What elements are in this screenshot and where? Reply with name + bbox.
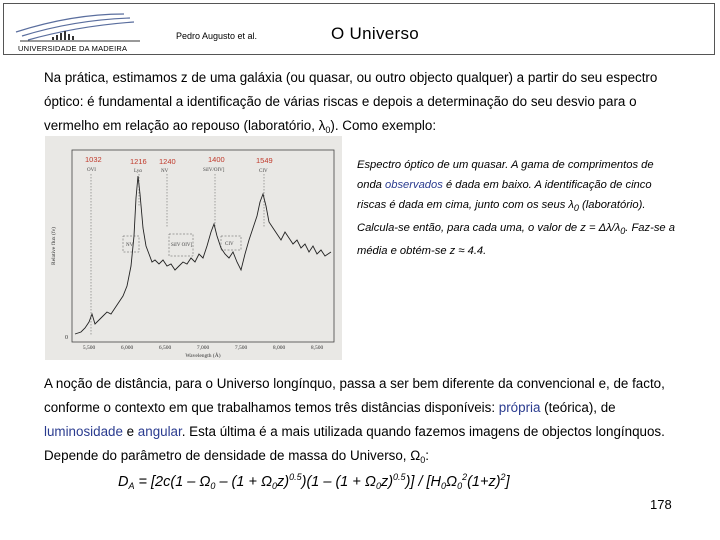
formula-part-7: Ω — [446, 474, 458, 490]
x-tick-8500: 8,500 — [310, 345, 324, 351]
rest-wavelength-1549: 1549 — [256, 156, 273, 165]
formula-sub-3: 0 — [375, 481, 381, 491]
formula-part-3: z) — [277, 474, 290, 490]
formula-d-sub: A — [128, 481, 135, 491]
line-id-civ: CIV — [259, 169, 268, 174]
box-id-nv: NV — [126, 243, 134, 248]
formula-sub-5: 0 — [457, 481, 463, 491]
x-tick-7000: 7,000 — [196, 345, 210, 351]
x-tick-6500: 6,500 — [158, 345, 172, 351]
intro-text: Na prática, estimamos z de uma galáxia (ou quasar, ou outro objecto qualquer) a partir do seu espectro óptico: é fundamental a identificação de várias riscas e depois a determinação do seu desvio para o vermelho em relação ao repouso (laboratório, λ — [44, 70, 658, 133]
box-id-siiv: SiIV OIV] — [171, 243, 193, 248]
distance-text-1: A noção de distância, para o Universo longínquo, passa a ser bem diferente da convencional e, de facto, conforme o contexto em que trabalhamos temos três distâncias disponíveis: — [44, 376, 665, 415]
rest-wavelength-1240: 1240 — [159, 157, 176, 166]
angular-distance-formula — [118, 472, 510, 491]
line-id-ovi: OVI — [87, 168, 96, 173]
line-id-nv: NV — [161, 169, 169, 174]
university-logo — [12, 12, 142, 46]
distance-angular: angular — [137, 424, 182, 439]
formula-part-1: = [2c(1 – Ω — [134, 474, 211, 490]
formula-sub-4: 0 — [441, 481, 447, 491]
formula-sub-1: 0 — [210, 481, 216, 491]
rest-wavelength-1216: 1216 — [130, 157, 147, 166]
caption-text-4: . Faz-se a média e obtém-se z ≈ 4.4. — [357, 222, 675, 257]
formula-part-9: ] — [505, 474, 510, 490]
university-name: UNIVERSIDADE DA MADEIRA — [18, 44, 128, 53]
formula-d: D — [118, 474, 129, 490]
x-axis-label: Wavelength (Å) — [185, 353, 221, 359]
x-tick-7500: 7,500 — [234, 345, 248, 351]
caption-text-3: (laboratório). Calcula-se então, para cada uma, o valor de z = Δλ/λ — [357, 199, 646, 234]
caption-text-2: é dada em baixo. A identificação de cinco riscas é dada em cima, junto com os seus λ — [357, 179, 652, 211]
formula-part-2: – (1 + Ω — [215, 474, 273, 490]
x-tick-5500: 5,500 — [82, 345, 96, 351]
y-axis-label: Relative flux (fν) — [51, 227, 57, 265]
line-id-lya: Lyα — [134, 169, 142, 174]
box-id-civ: CIV — [225, 242, 234, 247]
x-tick-8000: 8,000 — [272, 345, 286, 351]
x-tick-6000: 6,000 — [120, 345, 134, 351]
intro-paragraph — [44, 66, 694, 142]
page-number: 178 — [650, 497, 672, 512]
figure-caption — [357, 155, 677, 261]
rest-wavelength-1032: 1032 — [85, 155, 102, 164]
line-id-siiv: SiIV/OIV] — [203, 168, 225, 173]
rest-wavelength-1400: 1400 — [208, 155, 225, 164]
distance-text-4: . Esta última é a mais utilizada quando fazemos imagens de objectos longínquos. Depende do parâmetro de densidade de massa do Universo, Ω — [44, 424, 665, 463]
caption-observed: observados — [385, 179, 443, 191]
distance-luminosidade: luminosidade — [44, 424, 123, 439]
caption-sub-1: 0 — [573, 203, 579, 213]
formula-part-5: z) — [380, 474, 394, 490]
formula-exp-2: 0.5 — [393, 472, 406, 482]
intro-tail: ). Como exemplo: — [330, 118, 437, 133]
distance-text-2: (teórica), de — [540, 400, 616, 415]
quasar-spectrum-figure — [45, 136, 342, 360]
page-title: O Universo — [331, 24, 420, 43]
formula-part-8: (1+z) — [467, 474, 501, 490]
formula-exp-3: 2 — [462, 472, 468, 482]
intro-sub: 0 — [325, 125, 331, 135]
header — [3, 3, 715, 55]
formula-exp-1: 0.5 — [289, 472, 302, 482]
author-label: Pedro Augusto et al. — [176, 31, 258, 41]
distance-propria: própria — [498, 400, 541, 415]
formula-sub-2: 0 — [272, 481, 278, 491]
y-tick-zero: 0 — [65, 335, 68, 341]
distance-paragraph — [44, 372, 694, 472]
caption-text-1: Espectro óptico de um quasar. A gama de comprimentos de onda — [357, 159, 654, 191]
distance-tail: : — [425, 448, 430, 463]
formula-part-6: )] / [H — [405, 474, 442, 490]
formula-part-4: )(1 – (1 + Ω — [301, 474, 376, 490]
formula-exp-4: 2 — [500, 472, 506, 482]
distance-text-3: e — [122, 424, 138, 439]
distance-sub: 0 — [420, 455, 426, 465]
caption-sub-2: 0 — [620, 226, 626, 236]
